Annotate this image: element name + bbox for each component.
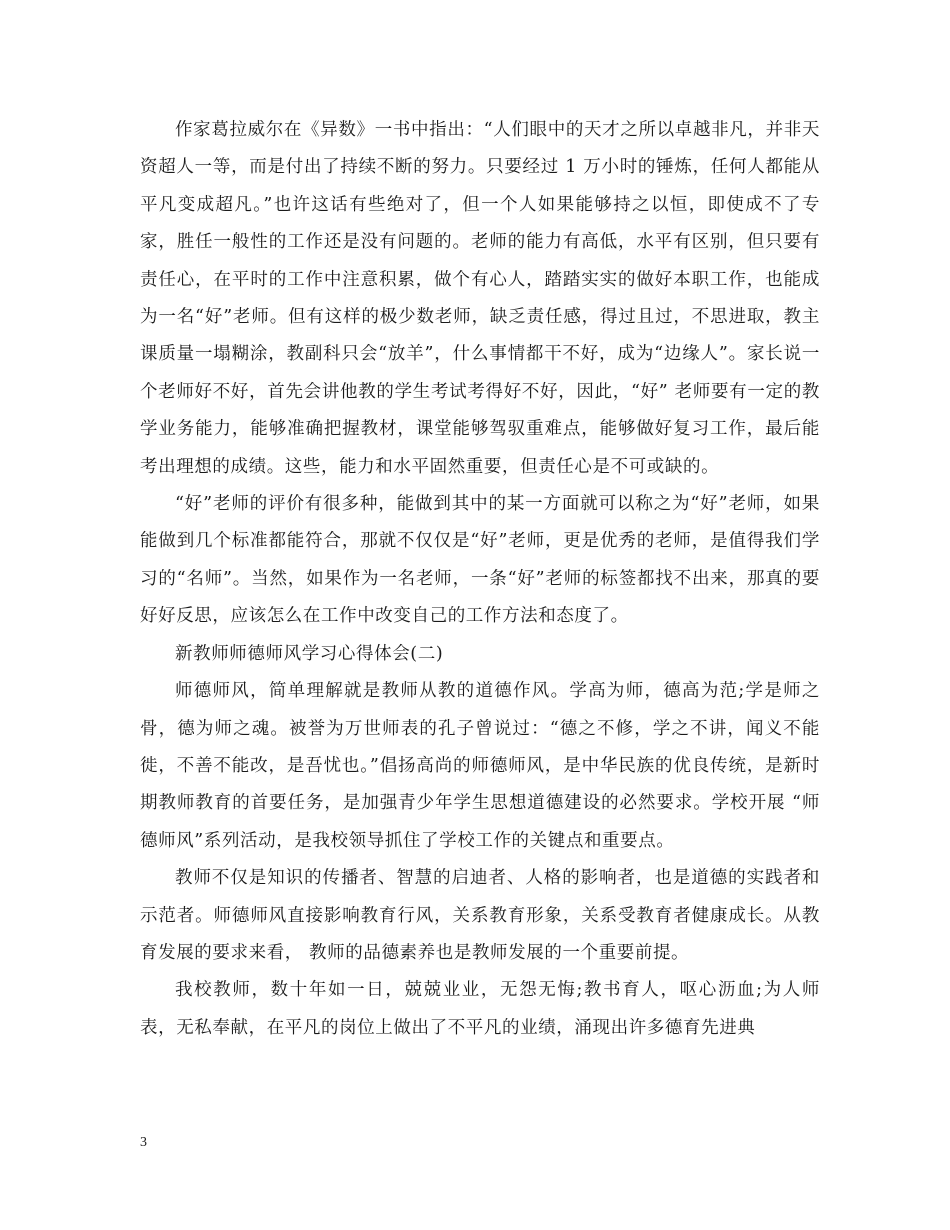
paragraph-talent-effort: 作家葛拉威尔在《异数》一书中指出：“人们眼中的天才之所以卓越非凡，并非天资超人一等，而是付出了持续不断的努力。只要经过 1 万小时的锤炼，任何人都能从平凡变成超凡。”也许这话有些绝对了，但一个人如果能够持之以恒，即使成不了专家，胜任一般性的工作还是没有问题的。老师的能力有高低，水平有区别，但只要有责任心，在平时的工作中注意积累，做个有心人，踏踏实实的做好本职工作，也能成为一名“好”老师。但有这样的极少数老师，缺乏责任感，得过且过，不思进取，教主课质量一塌糊涂，教副科只会“放羊”，什么事情都干不好，成为“边缘人”。家长说一个老师好不好，首先会讲他教的学生考试考得好不好，因此，“好” 老师要有一定的教学业务能力，能够准确把握教材，课堂能够驾驭重难点，能够做好复习工作，最后能考出理想的成绩。这些，能力和水平固然重要，但责任心是不可或缺的。	[140, 120, 820, 477]
paragraph-school-teachers: 我校教师，数十年如一日，兢兢业业，无怨无悔;教书育人，呕心沥血;为人师表，无私奉献，在平凡的岗位上做出了不平凡的业绩，涌现出许多德育先进典	[140, 980, 820, 1038]
document-body	[140, 112, 820, 1047]
paragraph-teacher-role: 教师不仅是知识的传播者、智慧的启迪者、人格的影响者，也是道德的实践者和示范者。师德师风直接影响教育行风，关系教育形象，关系受教育者健康成长。从教育发展的要求来看， 教师的品德素养也是教师发展的一个重要前提。	[140, 868, 820, 963]
paragraph-ethics-definition: 师德师风，简单理解就是教师从教的道德作风。学高为师，德高为范;学是师之骨，德为师之魂。被誉为万世师表的孔子曾说过：“德之不修，学之不讲，闻义不能徙，不善不能改，是吾忧也。”倡扬高尚的师德师风，是中华民族的优良传统，是新时期教师教育的首要任务，是加强青少年学生思想道德建设的必然要求。学校开展 “师德师风”系列活动，是我校领导抓住了学校工作的关键点和重要点。	[140, 681, 820, 851]
section-heading: 新教师师德师风学习心得体会(二)	[175, 643, 444, 664]
paragraph-good-teacher: “好”老师的评价有很多种，能做到其中的某一方面就可以称之为“好”老师，如果能做到几个标准都能符合，那就不仅仅是“好”老师，更是优秀的老师，是值得我们学习的“名师”。当然，如果作为一名老师，一条“好”老师的标签都找不出来，那真的要好好反思，应该怎么在工作中改变自己的工作方法和态度了。	[140, 494, 820, 627]
page-number: 3	[140, 1135, 147, 1150]
